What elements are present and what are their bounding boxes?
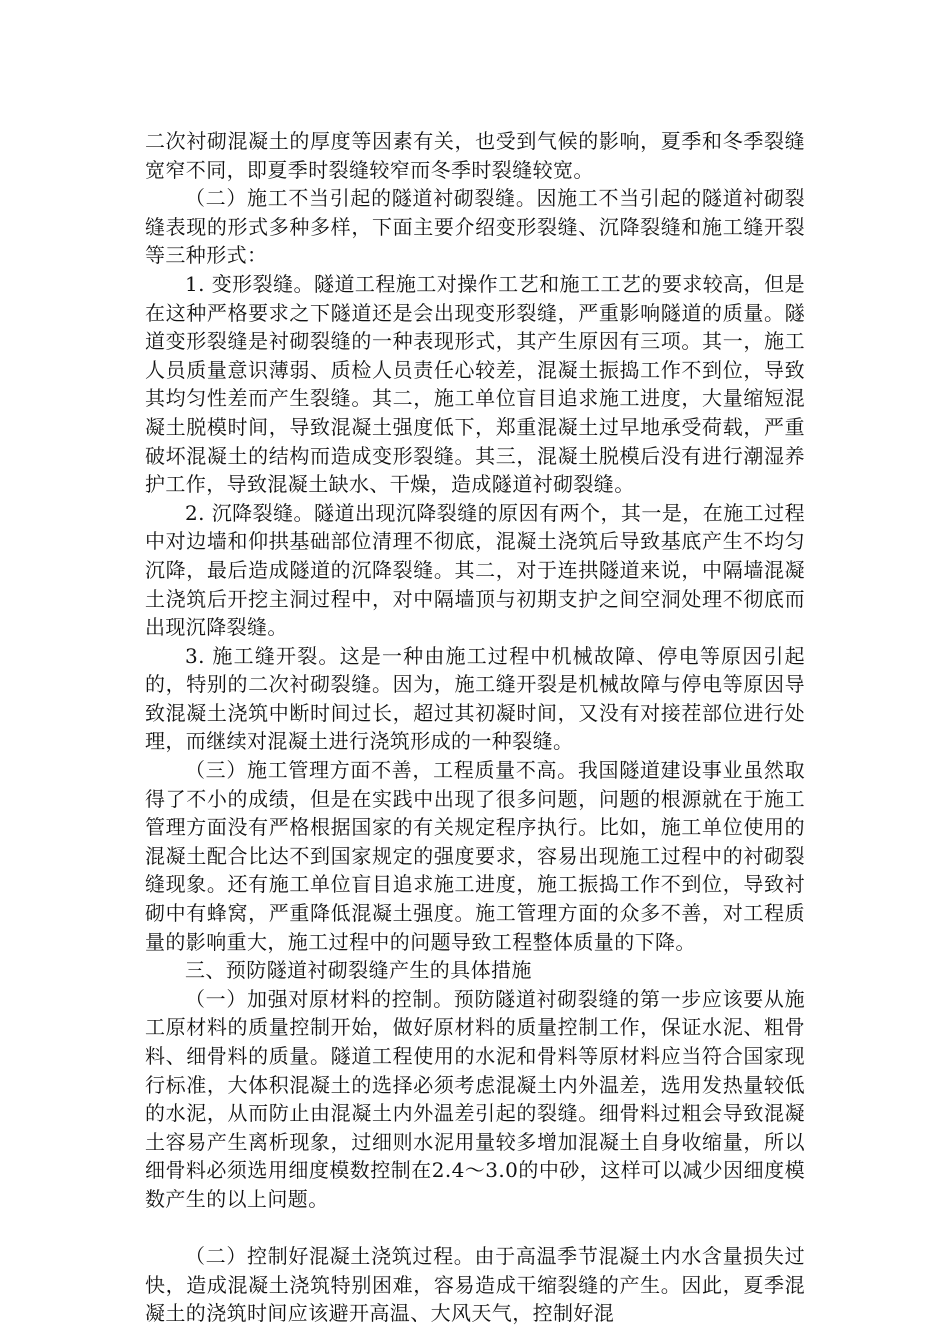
paragraph-2: （二）施工不当引起的隧道衬砌裂缝。因施工不当引起的隧道衬砌裂缝表现的形式多种多样，下面主要介绍变形裂缝、沉降裂缝和施工缝开裂等三种形式： — [145, 186, 805, 268]
paragraph-7: （一）加强对原材料的控制。预防隧道衬砌裂缝的第一步应该要从施工原材料的质量控制开始，做好原材料的质量控制工作，保证水泥、粗骨料、细骨料的质量。隧道工程使用的水泥和骨料等原材料应当符合国家现行标准，大体积混凝土的选择必须考虑混凝土内外温差，选用发热量较低的水泥，从而防止由混凝土内外温差引起的裂缝。细骨料过粗会导致混凝土容易产生离析现象，过细则水泥用量较多增加混凝土自身收缩量，所以细骨料必须选用细度模数控制在2.4～3.0的中砂，这样可以减少因细度模数产生的以上问题。 — [145, 986, 805, 1211]
document-body — [145, 127, 805, 1328]
paragraph-1: 二次衬砌混凝土的厚度等因素有关，也受到气候的影响，夏季和冬季裂缝宽窄不同，即夏季时裂缝较窄而冬季时裂缝较宽。 — [145, 129, 805, 182]
paragraph-3: 1. 变形裂缝。隧道工程施工对操作工艺和施工工艺的要求较高，但是在这种严格要求之下隧道还是会出现变形裂缝，严重影响隧道的质量。隧道变形裂缝是衬砌裂缝的一种表现形式，其产生原因有三项。其一，施工人员质量意识薄弱、质检人员责任心较差，混凝土振捣工作不到位，导致其均匀性差而产生裂缝。其二，施工单位盲目追求施工进度，大量缩短混凝土脱模时间，导致混凝土强度低下，郑重混凝土过早地承受荷载，严重破坏混凝土的结构而造成变形裂缝。其三，混凝土脱模后没有进行潮湿养护工作，导致混凝土缺水、干燥，造成隧道衬砌裂缝。 — [145, 271, 805, 497]
section-heading: 三、预防隧道衬砌裂缝产生的具体措施 — [185, 958, 532, 983]
paragraph-spacer — [145, 1214, 805, 1243]
paragraph-8: （二）控制好混凝土浇筑过程。由于高温季节混凝土内水含量损失过快，造成混凝土浇筑特别困难，容易造成干缩裂缝的产生。因此，夏季混凝土的浇筑时间应该避开高温、大风天气，控制好混 — [145, 1244, 805, 1326]
paragraph-4: 2. 沉降裂缝。隧道出现沉降裂缝的原因有两个，其一是，在施工过程中对边墙和仰拱基础部位清理不彻底，混凝土浇筑后导致基底产生不均匀沉降，最后造成隧道的沉降裂缝。其二，对于连拱隧道来说，中隔墙混凝土浇筑后开挖主洞过程中，对中隔墙顶与初期支护之间空洞处理不彻底而出现沉降裂缝。 — [145, 500, 805, 640]
paragraph-6: （三）施工管理方面不善，工程质量不高。我国隧道建设事业虽然取得了不小的成绩，但是在实践中出现了很多问题，问题的根源就在于施工管理方面没有严格根据国家的有关规定程序执行。比如，施工单位使用的混凝土配合比达不到国家规定的强度要求，容易出现施工过程中的衬砌裂缝现象。还有施工单位盲目追求施工进度，施工振捣工作不到位，导致衬砌中有蜂窝，严重降低混凝土强度。施工管理方面的众多不善，对工程质量的影响重大，施工过程中的问题导致工程整体质量的下降。 — [145, 758, 805, 954]
paragraph-5: 3. 施工缝开裂。这是一种由施工过程中机械故障、停电等原因引起的，特别的二次衬砌裂缝。因为，施工缝开裂是机械故障与停电等原因导致混凝土浇筑中断时间过长，超过其初凝时间，又没有对接茬部位进行处理，而继续对混凝土进行浇筑形成的一种裂缝。 — [145, 643, 805, 754]
